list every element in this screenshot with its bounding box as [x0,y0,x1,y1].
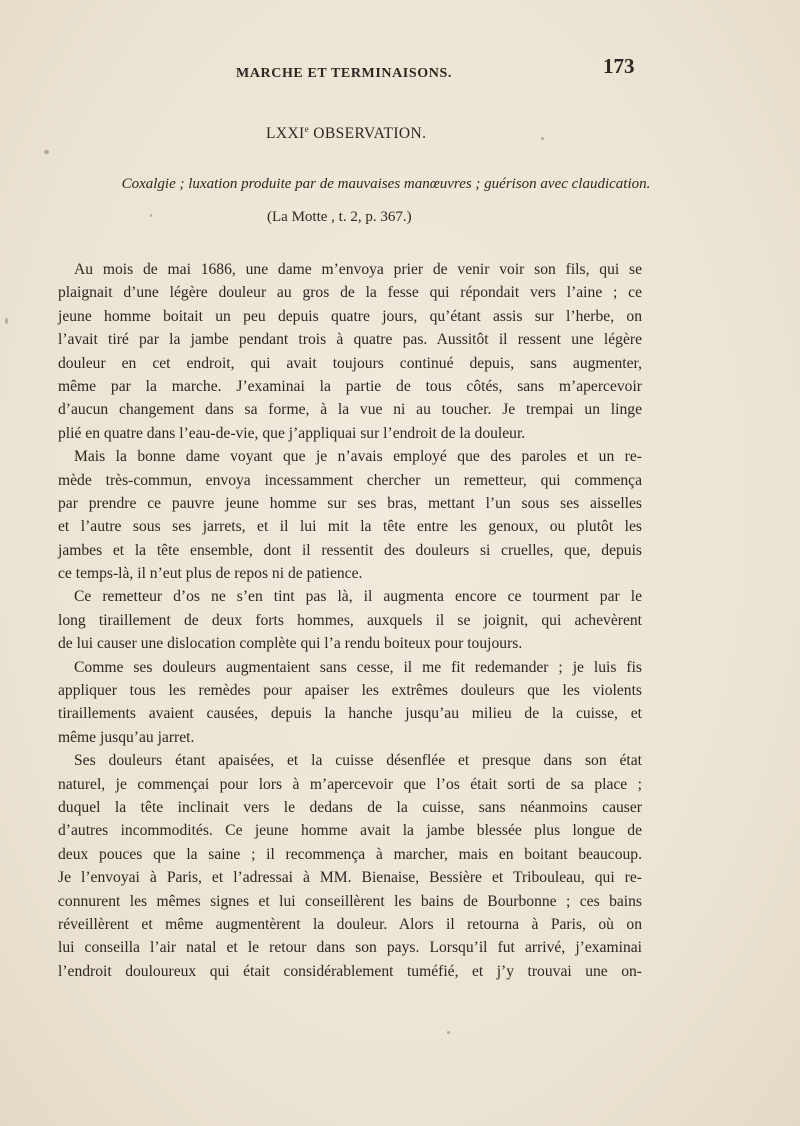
paper-speck [5,318,8,324]
running-head: MARCHE ET TERMINAISONS. [236,66,452,81]
observation-subtitle: Coxalgie ; luxation produite par de mauvaises manœuvres ; guérison avec claudication. [121,176,651,192]
text-line: appliquer tous les remèdes pour apaiser les extrêmes douleurs que les violents [58,682,642,700]
text-line: même par la marche. J’examinai la partie de tous côtés, sans m’apercevoir [58,377,642,395]
paper-speck [44,150,49,154]
text-line: duquel la tête inclinait vers le dedans de la cuisse, sans néanmoins causer [58,798,642,816]
text-line: l’endroit douloureux qui était considérablement tuméfié, et j’y trouvai une on- [58,962,642,980]
text-line: ce temps-là, il n’eut plus de repos ni de patience. [58,565,363,583]
text-line: lui conseilla l’air natal et le retour dans son pays. Lorsqu’il fut arrivé, j’examinai [58,939,642,957]
body-text [58,258,642,983]
source-reference: (La Motte , t. 2, p. 367.) [267,209,412,225]
text-line: deux pouces que la saine ; il recommença à marcher, mais en boitant beaucoup. [58,845,642,863]
text-line: Je l’envoyai à Paris, et l’adressai à MM. Bienaise, Bessière et Tribouleau, qui re- [58,869,642,887]
text-line: douleur en cet endroit, qui avait toujours continué depuis, sans augmenter, [58,354,642,372]
text-line: d’autres incommodités. Ce jeune homme avait la jambe blessée plus longue de [58,822,642,840]
text-line: Au mois de mai 1686, une dame m’envoya prier de venir voir son fils, qui se [74,261,642,278]
text-line: l’avait tiré par la jambe pendant trois à quatre pas. Aussitôt il ressent une légère [58,331,642,349]
text-line: même jusqu’au jarret. [58,728,195,746]
text-line: Comme ses douleurs augmentaient sans cesse, il me fit redemander ; je luis fis [74,658,642,676]
paper-speck [541,137,544,140]
observation-ordinal-suffix: e [304,124,310,134]
paper-speck [447,1031,450,1034]
text-line: connurent les mêmes signes et lui conseillèrent les bains de Bourbonne ; ces bains [58,892,642,910]
text-line: par prendre ce pauvre jeune homme sur ses bras, mettant l’un sous ses aisselles [58,494,642,512]
text-line: tiraillements avaient causées, depuis la hanche jusqu’au milieu de la cuisse, et [58,705,642,723]
text-line: long tiraillement de deux forts hommes, auxquels il se joignit, qui achevèrent [58,611,642,629]
text-line: et l’autre sous ses jarrets, et il lui mit la tête entre les genoux, ou plutôt les [58,518,642,536]
text-line: de lui causer une dislocation complète qui l’a rendu boiteux pour toujours. [58,635,523,653]
text-line: mède très-commun, envoya incessamment chercher un remetteur, qui commença [58,471,642,489]
text-line: plié en quatre dans l’eau-de-vie, que j’appliquai sur l’endroit de la douleur. [58,424,526,442]
text-line: jeune homme boitait un peu depuis quatre jours, qu’étant assis sur l’herbe, on [58,307,642,325]
text-line: Ses douleurs étant apaisées, et la cuisse désenflée et presque dans son état [74,752,642,770]
text-line: jambes et la tête ensemble, dont il ressentit des douleurs si cruelles, que, depuis [58,541,642,559]
page-number: 173 [603,54,635,78]
text-line: Mais la bonne dame voyant que je n’avais employé que des paroles et un re- [74,448,642,466]
text-line: Ce remetteur d’os ne s’en tint pas là, il augmenta encore ce tourment par le [74,588,642,606]
text-line: d’aucun changement dans sa forme, à la vue ni au toucher. Je trempai un linge [58,401,642,419]
paper-speck [150,214,152,217]
observation-title [266,124,426,143]
text-line: plaignait d’une légère douleur au gros de la fesse qui répondait vers l’aine ; ce [58,284,642,302]
text-line: naturel, je commençai pour lors à m’apercevoir que l’os était sorti de sa place ; [58,775,642,793]
observation-label: OBSERVATION. [309,125,427,143]
text-line: réveillèrent et même augmentèrent la douleur. Alors il retourna à Paris, où on [58,915,642,933]
observation-number: LXXI [266,125,305,143]
